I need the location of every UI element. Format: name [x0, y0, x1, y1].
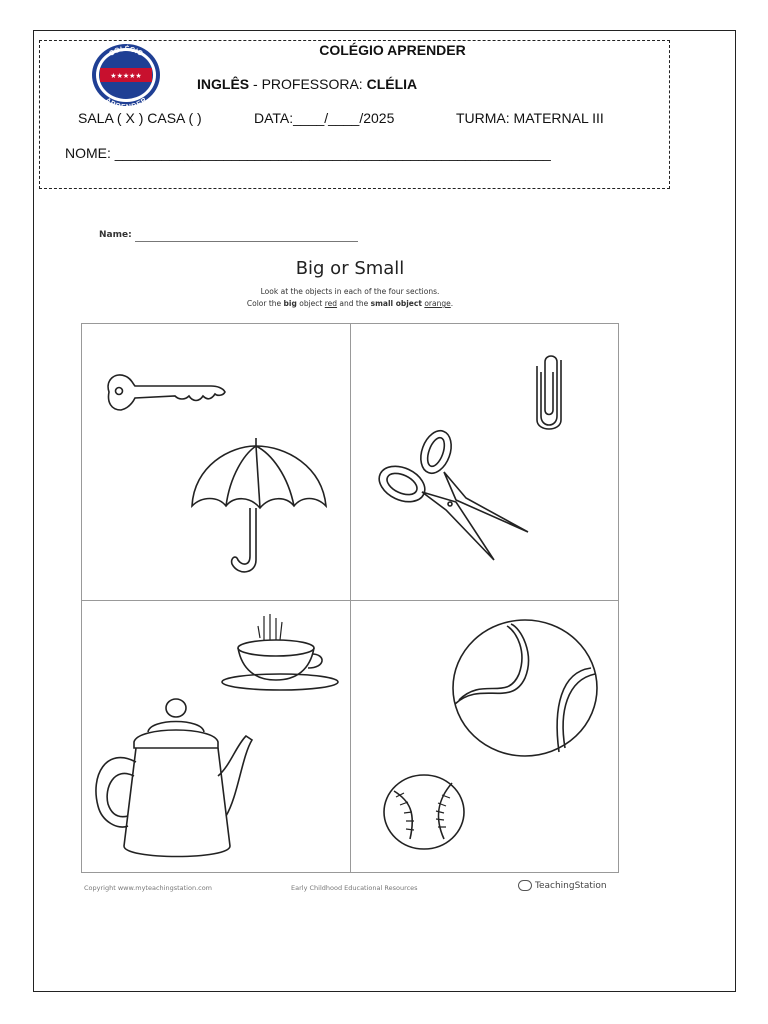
- paper-clip-icon: [533, 352, 563, 432]
- teapot-icon: [90, 696, 260, 871]
- subject-line: [197, 76, 417, 92]
- logo-top-text: COLÉGIO: [108, 45, 144, 58]
- logo-bottom-text: APRENDER: [103, 96, 149, 108]
- baseball-icon: [382, 773, 466, 851]
- instruction-line-2: Color the big object red and the small object orange.: [246, 299, 454, 308]
- grid-vertical-divider: [350, 323, 351, 873]
- teacup-icon: [220, 612, 335, 692]
- instruction-line-1: Look at the objects in each of the four sections.: [260, 287, 440, 296]
- brand-icon: [518, 880, 532, 891]
- school-name: COLÉGIO APRENDER: [319, 42, 466, 58]
- logo-stars: ★★★★★: [110, 72, 142, 80]
- footer-middle-text: Early Childhood Educational Resources: [291, 884, 418, 892]
- worksheet-title: Big or Small: [295, 258, 405, 279]
- big-ball-icon: [451, 618, 601, 758]
- student-name-field: NOME: ________________________________________________________: [65, 145, 551, 161]
- worksheet-name-label: Name:: [99, 230, 132, 240]
- umbrella-icon: [190, 436, 330, 581]
- brand-text: TeachingStation: [535, 880, 607, 891]
- teacher-name: CLÉLIA: [366, 76, 418, 92]
- teacher-prefix: - PROFESSORA:: [249, 76, 367, 92]
- worksheet-name-line: [135, 241, 358, 242]
- grid-horizontal-divider: [81, 600, 619, 601]
- scissors-icon: [376, 428, 536, 568]
- date-field: DATA:____/____/2025: [254, 110, 395, 126]
- class-location: SALA ( X ) CASA ( ): [78, 110, 202, 126]
- key-icon: [103, 370, 228, 415]
- class-group: TURMA: MATERNAL III: [456, 110, 604, 126]
- copyright-text: Copyright www.myteachingstation.com: [84, 884, 213, 892]
- teaching-station-logo: [518, 880, 607, 891]
- school-logo: [90, 42, 162, 108]
- subject: INGLÊS: [197, 76, 250, 92]
